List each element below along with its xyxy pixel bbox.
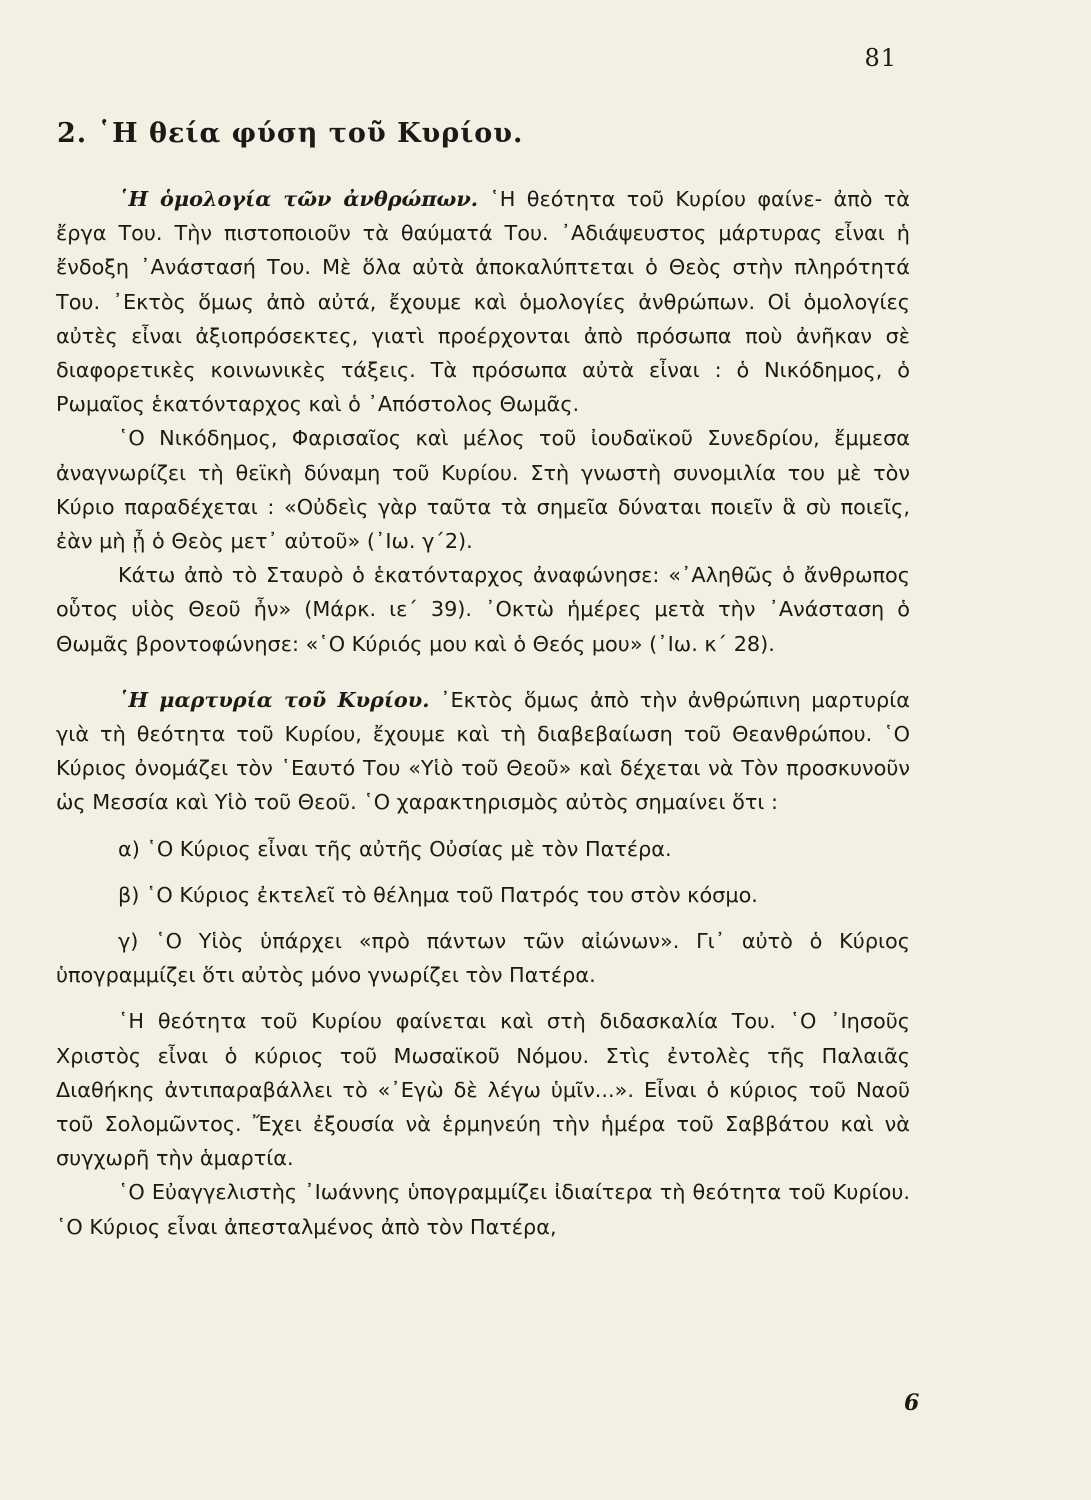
- paragraph-lead-confession: ῾Η ὁμολογία τῶν ἀνθρώπων.: [118, 186, 479, 211]
- printer-signature-mark: 6: [904, 1390, 920, 1416]
- paragraph-nicodemus: ῾Ο Νικόδημος, Φαρισαῖος καὶ μέλος τοῦ ἰουδαϊκοῦ Συνεδρίου, ἔμμεσα ἀναγνωρίζει τὴ θεϊκὴ δύναμη τοῦ Κυρίου. Στὴ γνωστὴ συνομιλία του μὲ τὸν Κύριο παραδέχεται : «Οὐδεὶς γὰρ ταῦτα τὰ σημεῖα δύναται ποιεῖν ἃ σὺ ποιεῖς, ἐὰν μὴ ᾖ ὁ Θεὸς μετ᾽ αὐτοῦ» (᾽Ιω. γ΄2).: [56, 426, 910, 554]
- paragraph-text: ᾽Εκτὸς ὅμως ἀπὸ τὴν ἀνθρώπινη μαρτυρία γιὰ τὴ θεότητα τοῦ Κυρίου, ἔχουμε καὶ τὴ διαβεβαίωση τοῦ Θεανθρώπου. ῾Ο Κύριος ὀνομάζει τὸν ῾Εαυτό Του «Υἱὸ τοῦ Θεοῦ» καὶ δέχεται νὰ Τὸν προσκυνοῦν ὡς Μεσσία καὶ Υἱὸ τοῦ Θεοῦ. ῾Ο χαρακτηρισμὸς αὐτὸς σημαίνει ὅτι :: [56, 687, 910, 815]
- list-item-b: β) ῾Ο Κύριος ἐκτελεῖ τὸ θέλημα τοῦ Πατρός του στὸν κόσμο.: [118, 882, 758, 907]
- paragraph-centurion: Κάτω ἀπὸ τὸ Σταυρὸ ὁ ἑκατόνταρχος ἀναφώνησε: «᾽Αληθῶς ὁ ἄνθρωπος οὗτος υἱὸς Θεοῦ ἦν» (Μάρκ. ιε΄ 39). ᾽Οκτὼ ἡμέρες μετὰ τὴν ᾽Ανάσταση ὁ Θωμᾶς βροντοφώνησε: «῾Ο Κύριός μου καὶ ὁ Θεός μου» (᾽Ιω. κ΄ 28).: [56, 563, 910, 656]
- paragraph-teaching: ῾Η θεότητα τοῦ Κυρίου φαίνεται καὶ στὴ διδασκαλία Του. ῾Ο ᾽Ιησοῦς Χριστὸς εἶναι ὁ κύριος τοῦ Μωσαϊκοῦ Νόμου. Στὶς ἐντολὲς τῆς Παλαιᾶς Διαθήκης ἀντιπαραβάλλει τὸ «᾽Εγὼ δὲ λέγω ὑμῖν...». Εἶναι ὁ κύριος τοῦ Ναοῦ τοῦ Σολομῶντος. Ἔχει ἐξουσία νὰ ἑρμηνεύη τὴν ἡμέρα τοῦ Σαββάτου καὶ νὰ συγχωρῆ τὴν ἁμαρτία.: [56, 1009, 910, 1171]
- paragraph-text: ῾Η θεότητα τοῦ Κυρίου φαίνε- ἀπὸ τὰ ἔργα Του. Τὴν πιστοποιοῦν τὰ θαύματά Του. ᾽Αδιάψευστος μάρτυρας εἶναι ἡ ἔνδοξη ᾽Ανάστασή Του. Μὲ ὅλα αὐτὰ ἀποκαλύπτεται ὁ Θεὸς στὴν πληρότητά Του. ᾽Εκτὸς ὅμως ἀπὸ αὐτά, ἔχουμε καὶ ὁμολογίες ἀνθρώπων. Οἱ ὁμολογίες αὐτὲς εἶναι ἀξιοπρόσεκτες, γιατὶ προέρχονται ἀπὸ πρόσωπα ποὺ ἀνῆκαν σὲ διαφορετικὲς κοινωνικὲς τάξεις. Τὰ πρόσωπα αὐτὰ εἶναι : ὁ Νικόδημος, ὁ Ρωμαῖος ἑκατόνταρχος καὶ ὁ ᾽Απόστολος Θωμᾶς.: [56, 187, 911, 417]
- paragraph-evangelist: ῾Ο Εὐαγγελιστὴς ᾽Ιωάννης ὑπογραμμίζει ἰδιαίτερα τὴ θεότητα τοῦ Κυρίου. ῾Ο Κύριος εἶναι ἀπεσταλμένος ἀπὸ τὸν Πατέρα,: [56, 1180, 910, 1239]
- paragraph-confession: [56, 182, 910, 421]
- page-number: 81: [864, 44, 897, 72]
- body-text: [56, 182, 910, 1244]
- list-item-c: γ) ῾Ο Υἱὸς ὑπάρχει «πρὸ πάντων τῶν αἰώνων». Γι᾽ αὐτὸ ὁ Κύριος ὑπογραμμίζει ὅτι αὐτὸς μόνο γνωρίζει τὸν Πατέρα.: [56, 929, 910, 988]
- section-title: 2. ῾Η θεία φύση τοῦ Κυρίου.: [57, 118, 524, 149]
- list-item-a: α) ῾Ο Κύριος εἶναι τῆς αὐτῆς Οὐσίας μὲ τὸν Πατέρα.: [118, 836, 672, 861]
- paragraph-lead-testimony: ῾Η μαρτυρία τοῦ Κυρίου.: [118, 686, 430, 712]
- paragraph-testimony: [56, 683, 910, 820]
